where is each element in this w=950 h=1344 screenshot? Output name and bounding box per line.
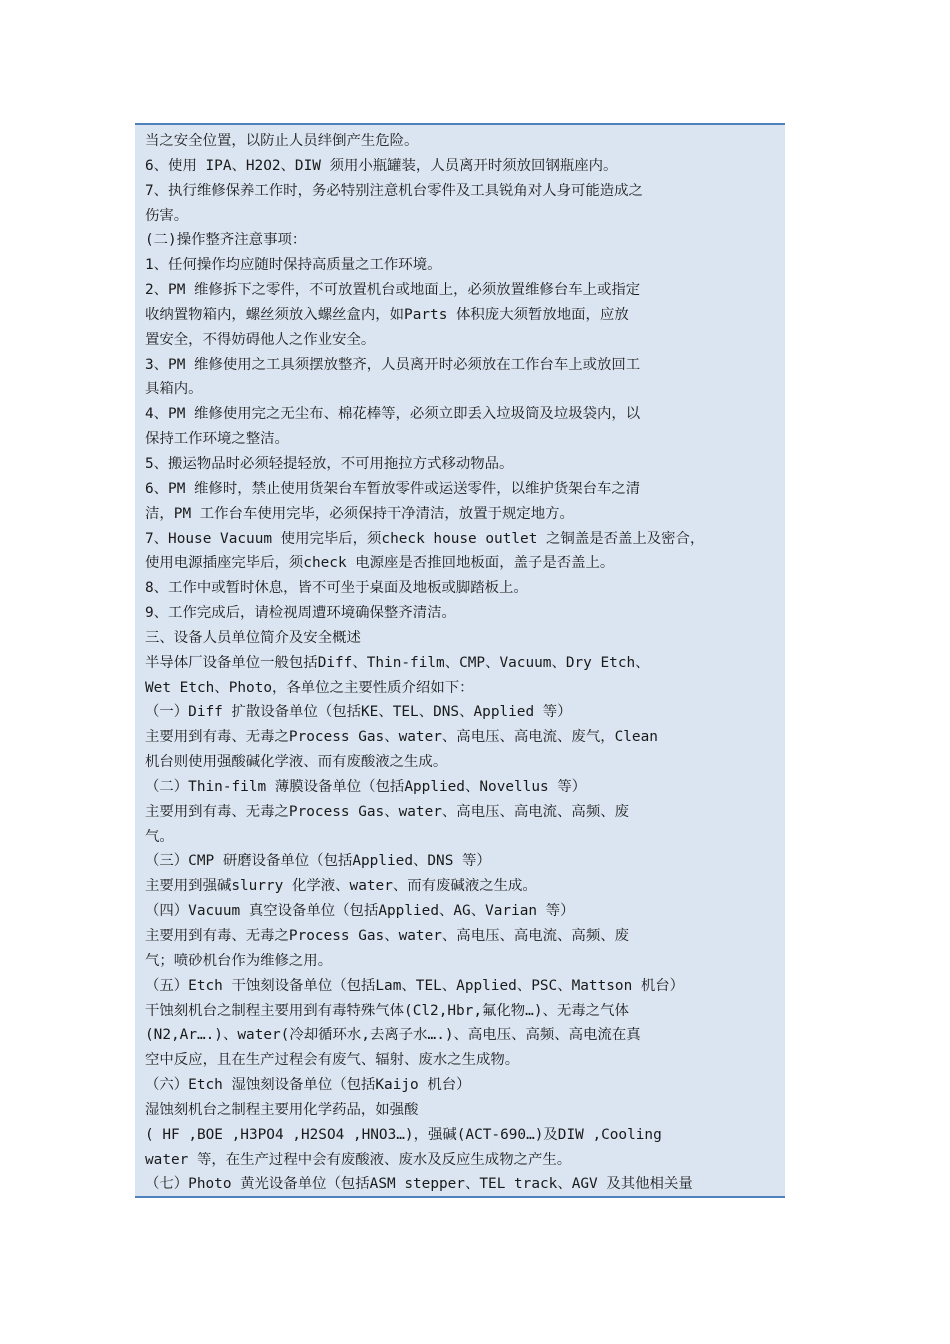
document-line: 使用电源插座完毕后，须check 电源座是否推回地板面，盖子是否盖上。 xyxy=(145,555,615,572)
document-line: 6、PM 维修时，禁止使用货架台车暂放零件或运送零件，以维护货架台车之清 xyxy=(145,480,641,497)
document-line: 7、执行维修保养工作时，务必特别注意机台零件及工具锐角对人身可能造成之 xyxy=(145,182,643,199)
document-line: 湿蚀刻机台之制程主要用化学药品，如强酸 xyxy=(145,1101,419,1118)
document-line: 空中反应，且在生产过程会有废气、辐射、废水之生成物。 xyxy=(145,1052,520,1069)
document-line: 主要用到有毒、无毒之Process Gas、water、高电压、高电流、高频、废 xyxy=(145,803,629,820)
document-line: （七）Photo 黄光设备单位（包括ASM stepper、TEL track、AGV 及其他相关量 xyxy=(145,1176,693,1193)
document-line: （一）Diff 扩散设备单位（包括KE、TEL、DNS、Applied 等） xyxy=(145,704,572,721)
document-line: 6、使用 IPA、H2O2、DIW 须用小瓶罐装，人员离开时须放回钢瓶座内。 xyxy=(145,157,618,174)
document-line: 4、PM 维修使用完之无尘布、棉花棒等，必须立即丢入垃圾筒及垃圾袋内，以 xyxy=(145,406,641,423)
document-line: 气；喷砂机台作为维修之用。 xyxy=(145,952,333,969)
document-line: 半导体厂设备单位一般包括Diff、Thin-film、CMP、Vacuum、Dry Etch、 xyxy=(145,654,650,671)
document-line: 机台则使用强酸碱化学液、而有废酸液之生成。 xyxy=(145,754,448,771)
document-line: 干蚀刻机台之制程主要用到有毒特殊气体(Cl2,Hbr,氟化物…)、无毒之气体 xyxy=(145,1002,629,1019)
document-line: （三）CMP 研磨设备单位（包括Applied、DNS 等） xyxy=(145,853,491,870)
document-line: 3、PM 维修使用之工具须摆放整齐，人员离开时必须放在工作台车上或放回工 xyxy=(145,356,641,373)
document-line: 8、工作中或暂时休息，皆不可坐于桌面及地板或脚踏板上。 xyxy=(145,580,528,597)
document-line: （六）Etch 湿蚀刻设备单位（包括Kaijo 机台） xyxy=(145,1077,471,1094)
document-line: 伤害。 xyxy=(145,207,189,224)
document-line: （五）Etch 干蚀刻设备单位（包括Lam、TEL、Applied、PSC、Mattson 机台） xyxy=(145,977,685,994)
document-line: 三、设备人员单位简介及安全概述 xyxy=(145,629,361,646)
document-line: 主要用到有毒、无毒之Process Gas、water、高电压、高电流、高频、废 xyxy=(145,928,629,944)
document-line: 保持工作环境之整洁。 xyxy=(145,431,289,448)
document-line: 具箱内。 xyxy=(145,381,203,398)
document-line: (N2,Ar….)、water(冷却循环水,去离子水….)、高电压、高频、高电流在真 xyxy=(145,1027,641,1044)
document-line: 1、任何操作均应随时保持高质量之工作环境。 xyxy=(145,257,442,274)
document-line: ( HF ,BOE ,H3PO4 ,H2SO4 ,HNO3…)，强碱(ACT-690…)及DIW ,Cooling xyxy=(145,1126,662,1143)
document-lines xyxy=(145,129,785,1197)
document-line: 收纳置物箱内，螺丝须放入螺丝盒内，如Parts 体积庞大须暂放地面，应放 xyxy=(145,306,629,323)
document-line: 气。 xyxy=(145,828,174,845)
document-line: 2、PM 维修拆下之零件，不可放置机台或地面上，必须放置维修台车上或指定 xyxy=(145,282,641,299)
document-line: 7、House Vacuum 使用完毕后，须check house outlet 之铜盖是否盖上及密合， xyxy=(145,530,705,547)
document-line: 9、工作完成后，请检视周遭环境确保整齐清洁。 xyxy=(145,605,456,622)
document-line: 置安全，不得妨碍他人之作业安全。 xyxy=(145,331,376,348)
document-line: (二)操作整齐注意事项： xyxy=(145,232,307,249)
document-line: Wet Etch、Photo，各单位之主要性质介绍如下： xyxy=(145,679,474,696)
document-line: 当之安全位置，以防止人员绊倒产生危险。 xyxy=(145,133,419,149)
document-line: （二）Thin-film 薄膜设备单位（包括Applied、Novellus 等） xyxy=(145,778,587,795)
document-line: water 等，在生产过程中会有废酸液、废水及反应生成物之产生。 xyxy=(145,1151,572,1168)
document-line: 5、搬运物品时必须轻提轻放，不可用拖拉方式移动物品。 xyxy=(145,455,514,472)
document-line: 洁，PM 工作台车使用完毕，必须保持干净清洁，放置于规定地方。 xyxy=(145,505,574,522)
document-line: 主要用到有毒、无毒之Process Gas、water、高电压、高电流、废气，Clean xyxy=(145,729,658,746)
document-line: 主要用到强碱slurry 化学液、water、而有废碱液之生成。 xyxy=(145,878,537,895)
document-line: （四）Vacuum 真空设备单位（包括Applied、AG、Varian 等） xyxy=(145,903,575,920)
document-text-panel xyxy=(135,123,785,1198)
